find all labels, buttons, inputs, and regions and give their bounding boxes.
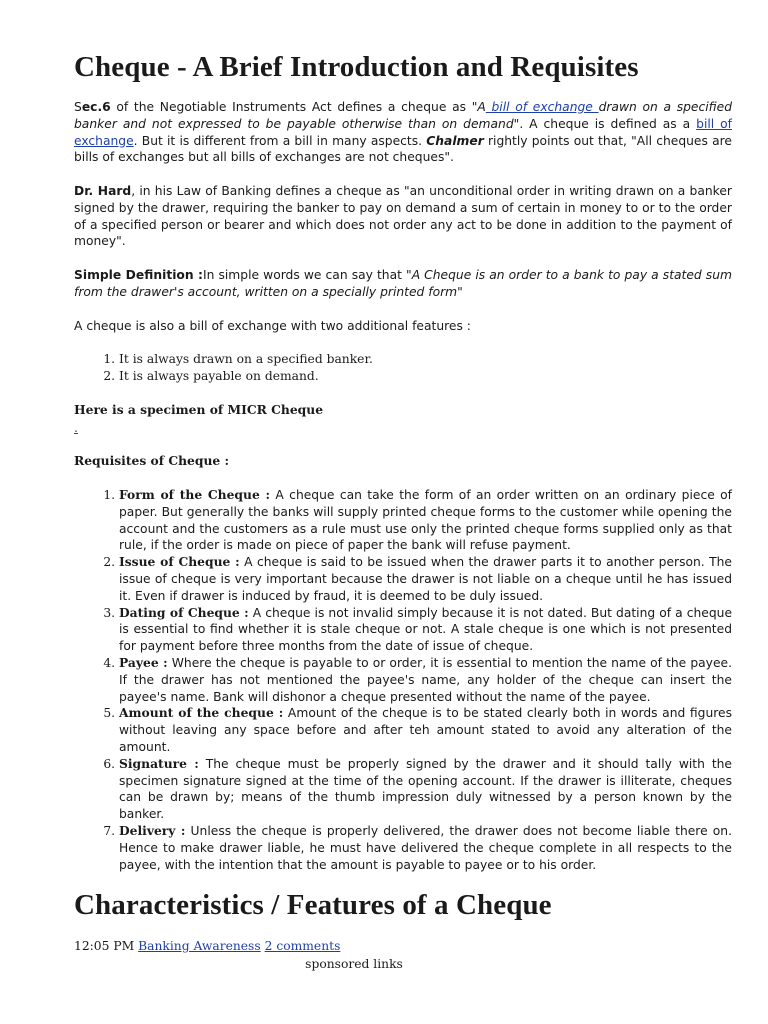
requisites-list [74, 487, 732, 873]
list-item: 2. It is always payable on demand. [119, 368, 732, 385]
comments-link[interactable]: 2 comments [264, 939, 341, 953]
list-item: 5. Amount of the cheque : Amount of the cheque is to be stated clearly both in words and figures without leaving any space before and after teh amount stated to avoid any alteration of the amount. [119, 705, 732, 755]
post-time: 12:05 PM [74, 939, 135, 953]
additional-features-paragraph: A cheque is also a bill of exchange with two additional features : [74, 319, 471, 333]
post-meta [74, 938, 732, 955]
sponsored-links: sponsored links [305, 957, 403, 971]
page-title: Cheque - A Brief Introduction and Requisites [74, 51, 639, 83]
intro-paragraph: Sec.6 of the Negotiable Instruments Act defines a cheque as "A bill of exchange drawn on a specified banker and not expressed to be payable otherwise than on demand". A cheque is defined as a bill of exchange. But it is different from a bill in many aspects. Chalmer rightly points out that, "All cheques are bills of exchanges but all bills of exchanges are not cheques". [74, 100, 732, 165]
list-item: 2. Issue of Cheque : A cheque is said to be issued when the drawer parts it to another person. The issue of cheque is very important because the drawer is not liable on a cheque until he has issued it. Even if drawer is induced by fraud, it is deemed to be duly issued. [119, 554, 732, 604]
list-item: 4. Payee : Where the cheque is payable to or order, it is essential to mention the name of the payee. If the drawer has not mentioned the payee's name, any holder of the cheque can insert the payee's name. Bank will dishonor a cheque presented without the name of the payee. [119, 655, 732, 705]
simple-definition-paragraph: Simple Definition :In simple words we can say that "A Cheque is an order to a bank to pay a stated sum from the drawer's account, written on a specially printed form" [74, 268, 732, 299]
category-link[interactable]: Banking Awareness [138, 939, 261, 953]
specimen-heading: Here is a specimen of MICR Cheque [74, 402, 324, 417]
list-item: 3. Dating of Cheque : A cheque is not invalid simply because it is not dated. But dating of a cheque is essential to find whether it is stale cheque or not. A stale cheque is one which is not presented for payment before three months from the date of issue of cheque. [119, 605, 732, 655]
requisites-heading: Requisites of Cheque : [74, 453, 230, 468]
list-item: 1. It is always drawn on a specified banker. [119, 351, 732, 368]
list-item: 6. Signature : The cheque must be properly signed by the drawer and it should tally with the specimen signature signed at the time of the opening account. If the drawer is illiterate, cheques can be drawn by; means of the thumb impression duly witnessed by a person known by the banker. [119, 756, 732, 823]
section-title: Characteristics / Features of a Cheque [74, 889, 552, 921]
specimen-image-link [74, 420, 732, 437]
features-list [74, 351, 732, 385]
list-item: 7. Delivery : Unless the cheque is properly delivered, the drawer does not become liable there on. Hence to make drawer liable, he must have delivered the cheque complete in all respects to the payee, with the intention that the amount is payable to payee or to his order. [119, 823, 732, 873]
bill-of-exchange-link-2[interactable]: bill of exchange [74, 116, 732, 148]
micr-cheque-image-link[interactable]: . [74, 421, 78, 435]
bill-of-exchange-link[interactable]: bill of exchange [485, 100, 599, 114]
list-item: 1. Form of the Cheque : A cheque can take the form of an order written on an ordinary piece of paper. But generally the banks will supply printed cheque forms to the customer while opening the account and the customers as a rule must use only the printed cheque forms supplied only as that rule, if the order is made on piece of paper the bank will refuse payment. [119, 487, 732, 554]
dr-hard-paragraph: Dr. Hard, in his Law of Banking defines a cheque as "an unconditional order in writing drawn on a banker signed by the drawer, requiring the banker to pay on demand a sum of certain in money to or to the order of a specified person or bearer and which does not order any act to be done in addition to the payment of money". [74, 184, 732, 249]
